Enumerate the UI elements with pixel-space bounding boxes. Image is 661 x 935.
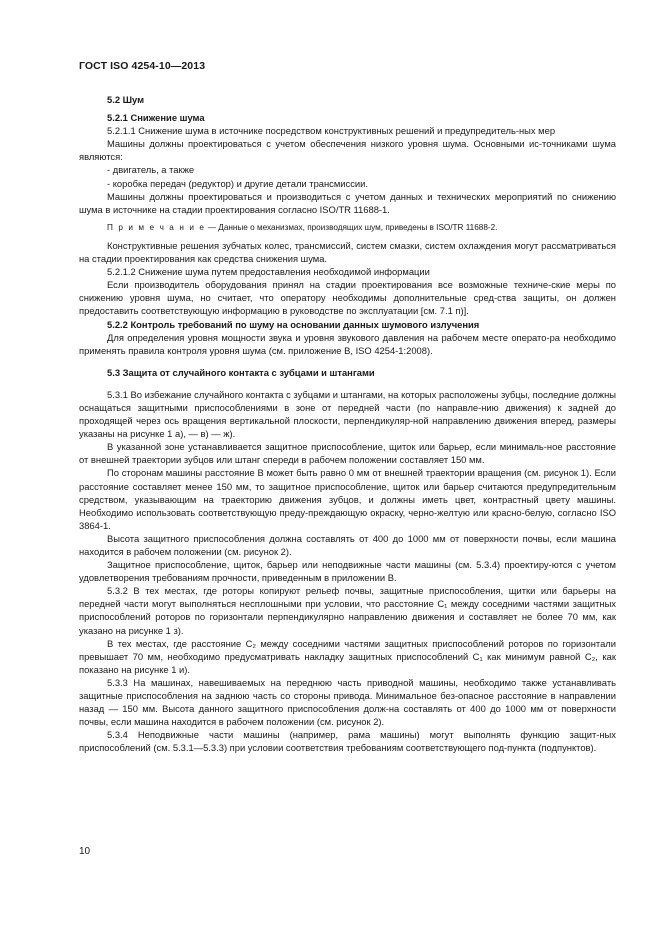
paragraph: Защитное приспособление, щиток, барьер или неподвижные части машины (см. 5.3.4) проектиру-ются с учетом удовлетворения требованиям прочности, приведенным в приложении В. [79,559,616,584]
list-item: - коробка передач (редуктор) и другие детали трансмиссии. [107,177,368,189]
paragraph: 5.2.1.2 Снижение шума путем предоставления необходимой информации [107,266,430,278]
paragraph: Высота защитного приспособления должна составлять от 400 до 1000 мм от поверхности почвы, если машина находится в рабочем положении (см. рисунок 2). [79,532,616,557]
paragraph: 5.3.1 Во избежание случайного контакта с зубцами и штангами, на которых расположены зубцы, последние должны оснащаться защитными приспособлениями в зоне от передней части (по направле-нию движения) к задней до проходящей через ось вращения вертикальной плоскости, перпендикуляр-ной направлению движения вперед, размеры указаны на рисунке 1 а), — в) — ж). [79,388,616,440]
list-item: - двигатель, а также [107,164,195,176]
subsection-heading: 5.2.1 Снижение шума [107,112,205,124]
paragraph: В тех местах, где расстояние C₂ между соседними частями защитных приспособлений роторов по горизонтали превышает 70 мм, необходимо предусматривать накладку защитных приспособлений C₁ как минимум равной C₂, как показано на рисунке 1 и). [79,637,616,675]
note-label: П р и м е ч а н и е [107,222,206,232]
paragraph: Для определения уровня мощности звука и уровня звукового давления на рабочем месте операто-ра необходимо применять правила контроля уровня шума (см. приложение В, ISO 4254-1:2008). [79,331,616,356]
section-heading: 5.3 Защита от случайного контакта с зубцами и штангами [107,366,375,378]
subsection-heading: 5.2.2 Контроль требований по шуму на основании данных шумового излучения [107,318,480,330]
paragraph: Если производитель оборудования принял на стадии проектирования все возможные техниче-ские меры по снижению уровня шума, но считает, что оператору необходимы дополнительные сред-ства защиты, он должен предоставить соответствующую информацию в руководстве по эксплуатации [см. 7.1 п)]. [79,279,616,317]
paragraph: 5.3.4 Неподвижные части машины (например, рама машины) могут выполнять функцию защит-ных приспособлений (см. 5.3.1—5.3.3) при условии соответствия требованиям соответствующего под-пункта (подпунктов). [79,729,616,754]
paragraph: 5.3.2 В тех местах, где роторы копируют рельеф почвы, защитные приспособления, щитки или барьеры на передней части могут выполняться несплошными при условии, что расстояние C₁ между соседними частями защитных приспособлений роторов по горизонтали перпендикулярно направлению движения и составляет не более 70 мм, как указано на рисунке 1 з). [79,585,616,636]
note-text: — Данные о механизмах, производящих шум, приведены в ISO/TR 11688-2. [205,222,498,232]
document-body [79,93,616,755]
paragraph: Машины должны проектироваться и производиться с учетом данных и технических мероприятий по снижению шума в источнике на стадии проектирования согласно ISO/TR 11688-1. [79,190,616,215]
document-header: ГОСТ ISO 4254-10—2013 [79,60,206,72]
paragraph: По сторонам машины расстояние B может быть равно 0 мм от внешней траектории вращения (см. рисунок 1). Если расстояние составляет менее 150 мм, то защитное приспособление, щиток или барьер считаются предупредительным средством, указывающим на траекторию движения зубцов, и должны иметь цвет, контрастный цвету машины. Необходимо использовать соответствующую преду-преждающую окраску, черно-желтую или красно-белую, согласно ISO 3864-1. [79,467,616,531]
section-heading: 5.2 Шум [107,94,145,105]
paragraph: 5.2.1.1 Снижение шума в источнике посредством конструктивных решений и предупредитель-ных мер [107,125,556,137]
paragraph: Машины должны проектироваться с учетом обеспечения низкого уровня шума. Основными ис-точниками шума являются: [79,138,616,163]
note [79,221,616,234]
paragraph: 5.3.3 На машинах, навешиваемых на переднюю часть приводной машины, необходимо также устанавливать защитные приспособления на заднюю часть со стороны привода. Минимальное без-опасное расстояние в направлении назад — 150 мм. Высота данного защитного приспособления долж-на составлять от 400 до 1000 мм от поверхности почвы, если машина находится в рабочем положении (см. рисунок 2). [79,676,616,728]
paragraph: В указанной зоне устанавливается защитное приспособление, щиток или барьер, если минималь-ное расстояние от внешней траектории зубцов или штанг спереди в рабочем положении составляет 150 мм. [79,441,616,466]
page-number: 10 [79,846,91,857]
paragraph: Конструктивные решения зубчатых колес, трансмиссий, систем смазки, систем охлаждения могут рассматриваться на стадии проектирования как средства снижения шума. [79,239,616,265]
